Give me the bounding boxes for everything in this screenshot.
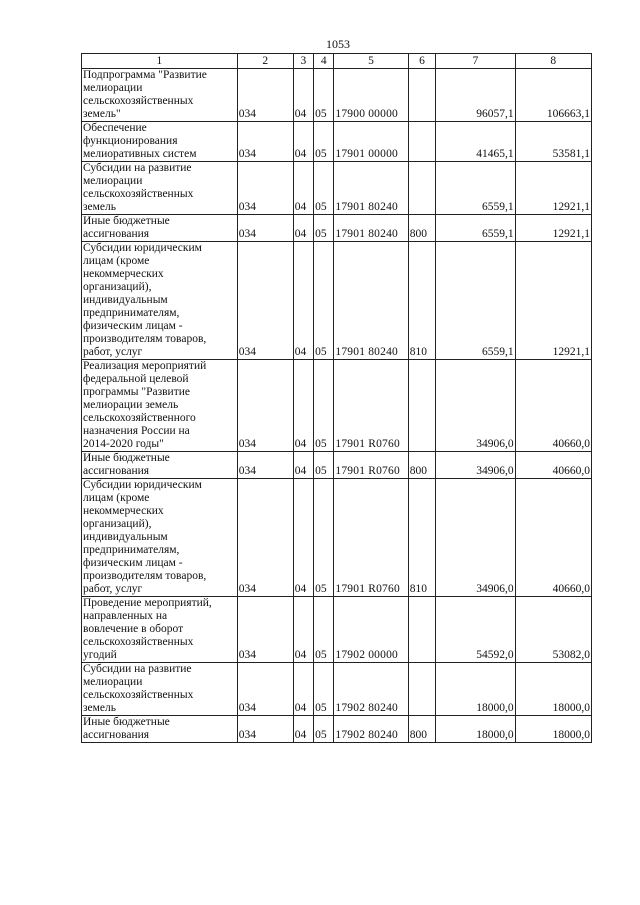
row-expense-type (408, 69, 435, 122)
row-amount-year2: 18000,0 (515, 716, 591, 743)
row-subsection: 05 (314, 452, 334, 479)
row-expense-type: 800 (408, 716, 435, 743)
row-amount-year2: 12921,1 (515, 242, 591, 360)
table-row (82, 242, 592, 360)
row-subsection: 05 (314, 360, 334, 452)
row-amount-year1: 41465,1 (436, 122, 515, 162)
row-admin-code: 034 (237, 360, 293, 452)
row-target-article: 17901 80240 (334, 215, 408, 242)
row-expense-type: 800 (408, 215, 435, 242)
row-amount-year1: 18000,0 (436, 663, 515, 716)
row-subsection: 05 (314, 597, 334, 663)
table-row (82, 452, 592, 479)
row-target-article: 17901 R0760 (334, 360, 408, 452)
row-section: 04 (293, 360, 313, 452)
row-section: 04 (293, 663, 313, 716)
header-cell: 3 (293, 54, 313, 69)
row-expense-type: 810 (408, 479, 435, 597)
row-amount-year1: 54592,0 (436, 597, 515, 663)
header-cell: 7 (436, 54, 515, 69)
row-section: 04 (293, 479, 313, 597)
row-section: 04 (293, 69, 313, 122)
row-target-article: 17901 80240 (334, 162, 408, 215)
budget-table (81, 53, 592, 743)
row-section: 04 (293, 215, 313, 242)
row-name: Подпрограмма "Развитие мелиорации сельскохозяйственных земель" (82, 69, 238, 122)
row-amount-year2: 12921,1 (515, 162, 591, 215)
table-row (82, 215, 592, 242)
row-amount-year2: 18000,0 (515, 663, 591, 716)
row-name: Субсидии юридическим лицам (кроме некоммерческих организаций), индивидуальным предпринимателям, физическим лицам - производителям товаров, работ, услуг (82, 479, 238, 597)
row-amount-year1: 34906,0 (436, 360, 515, 452)
row-admin-code: 034 (237, 215, 293, 242)
row-subsection: 05 (314, 242, 334, 360)
row-name: Субсидии на развитие мелиорации сельскохозяйственных земель (82, 663, 238, 716)
header-cell: 5 (334, 54, 408, 69)
row-target-article: 17902 80240 (334, 663, 408, 716)
row-subsection: 05 (314, 215, 334, 242)
row-target-article: 17901 R0760 (334, 452, 408, 479)
row-expense-type (408, 162, 435, 215)
row-subsection: 05 (314, 479, 334, 597)
row-name: Проведение мероприятий, направленных на вовлечение в оборот сельскохозяйственных угодий (82, 597, 238, 663)
header-cell: 6 (408, 54, 435, 69)
header-cell: 8 (515, 54, 591, 69)
row-expense-type (408, 597, 435, 663)
row-target-article: 17901 00000 (334, 122, 408, 162)
row-name: Реализация мероприятий федеральной целевой программы "Развитие мелиорации земель сельскохозяйственного назначения России на 2014-2020 годы" (82, 360, 238, 452)
table-row (82, 69, 592, 122)
row-section: 04 (293, 122, 313, 162)
row-subsection: 05 (314, 69, 334, 122)
table-row (82, 162, 592, 215)
row-admin-code: 034 (237, 663, 293, 716)
row-subsection: 05 (314, 716, 334, 743)
row-section: 04 (293, 716, 313, 743)
row-target-article: 17902 00000 (334, 597, 408, 663)
row-amount-year1: 18000,0 (436, 716, 515, 743)
table-row (82, 663, 592, 716)
row-amount-year1: 34906,0 (436, 452, 515, 479)
row-section: 04 (293, 162, 313, 215)
row-amount-year2: 12921,1 (515, 215, 591, 242)
row-expense-type (408, 122, 435, 162)
row-subsection: 05 (314, 663, 334, 716)
row-target-article: 17901 R0760 (334, 479, 408, 597)
row-target-article: 17900 00000 (334, 69, 408, 122)
table-row (82, 597, 592, 663)
row-amount-year1: 6559,1 (436, 215, 515, 242)
row-amount-year2: 40660,0 (515, 360, 591, 452)
row-admin-code: 034 (237, 69, 293, 122)
row-amount-year1: 34906,0 (436, 479, 515, 597)
row-amount-year2: 53082,0 (515, 597, 591, 663)
row-expense-type (408, 360, 435, 452)
row-expense-type: 800 (408, 452, 435, 479)
row-name: Субсидии юридическим лицам (кроме некоммерческих организаций), индивидуальным предпринимателям, физическим лицам - производителям товаров, работ, услуг (82, 242, 238, 360)
row-subsection: 05 (314, 162, 334, 215)
header-row (82, 54, 592, 69)
row-admin-code: 034 (237, 479, 293, 597)
row-admin-code: 034 (237, 242, 293, 360)
row-expense-type (408, 663, 435, 716)
table-row (82, 122, 592, 162)
row-section: 04 (293, 242, 313, 360)
row-name: Обеспечение функционирования мелиоративных систем (82, 122, 238, 162)
row-section: 04 (293, 452, 313, 479)
row-name: Иные бюджетные ассигнования (82, 716, 238, 743)
row-section: 04 (293, 597, 313, 663)
row-admin-code: 034 (237, 597, 293, 663)
row-subsection: 05 (314, 122, 334, 162)
table-row (82, 716, 592, 743)
row-admin-code: 034 (237, 716, 293, 743)
row-name: Иные бюджетные ассигнования (82, 215, 238, 242)
row-amount-year2: 53581,1 (515, 122, 591, 162)
row-admin-code: 034 (237, 452, 293, 479)
page-number: 1053 (326, 37, 350, 51)
row-target-article: 17901 80240 (334, 242, 408, 360)
header-cell: 2 (237, 54, 293, 69)
row-target-article: 17902 80240 (334, 716, 408, 743)
row-admin-code: 034 (237, 162, 293, 215)
header-cell: 1 (82, 54, 238, 69)
table-row (82, 479, 592, 597)
table-row (82, 360, 592, 452)
row-amount-year2: 40660,0 (515, 452, 591, 479)
header-cell: 4 (314, 54, 334, 69)
row-amount-year1: 96057,1 (436, 69, 515, 122)
row-expense-type: 810 (408, 242, 435, 360)
row-amount-year1: 6559,1 (436, 162, 515, 215)
row-name: Иные бюджетные ассигнования (82, 452, 238, 479)
row-admin-code: 034 (237, 122, 293, 162)
row-name: Субсидии на развитие мелиорации сельскохозяйственных земель (82, 162, 238, 215)
row-amount-year2: 40660,0 (515, 479, 591, 597)
row-amount-year1: 6559,1 (436, 242, 515, 360)
row-amount-year2: 106663,1 (515, 69, 591, 122)
